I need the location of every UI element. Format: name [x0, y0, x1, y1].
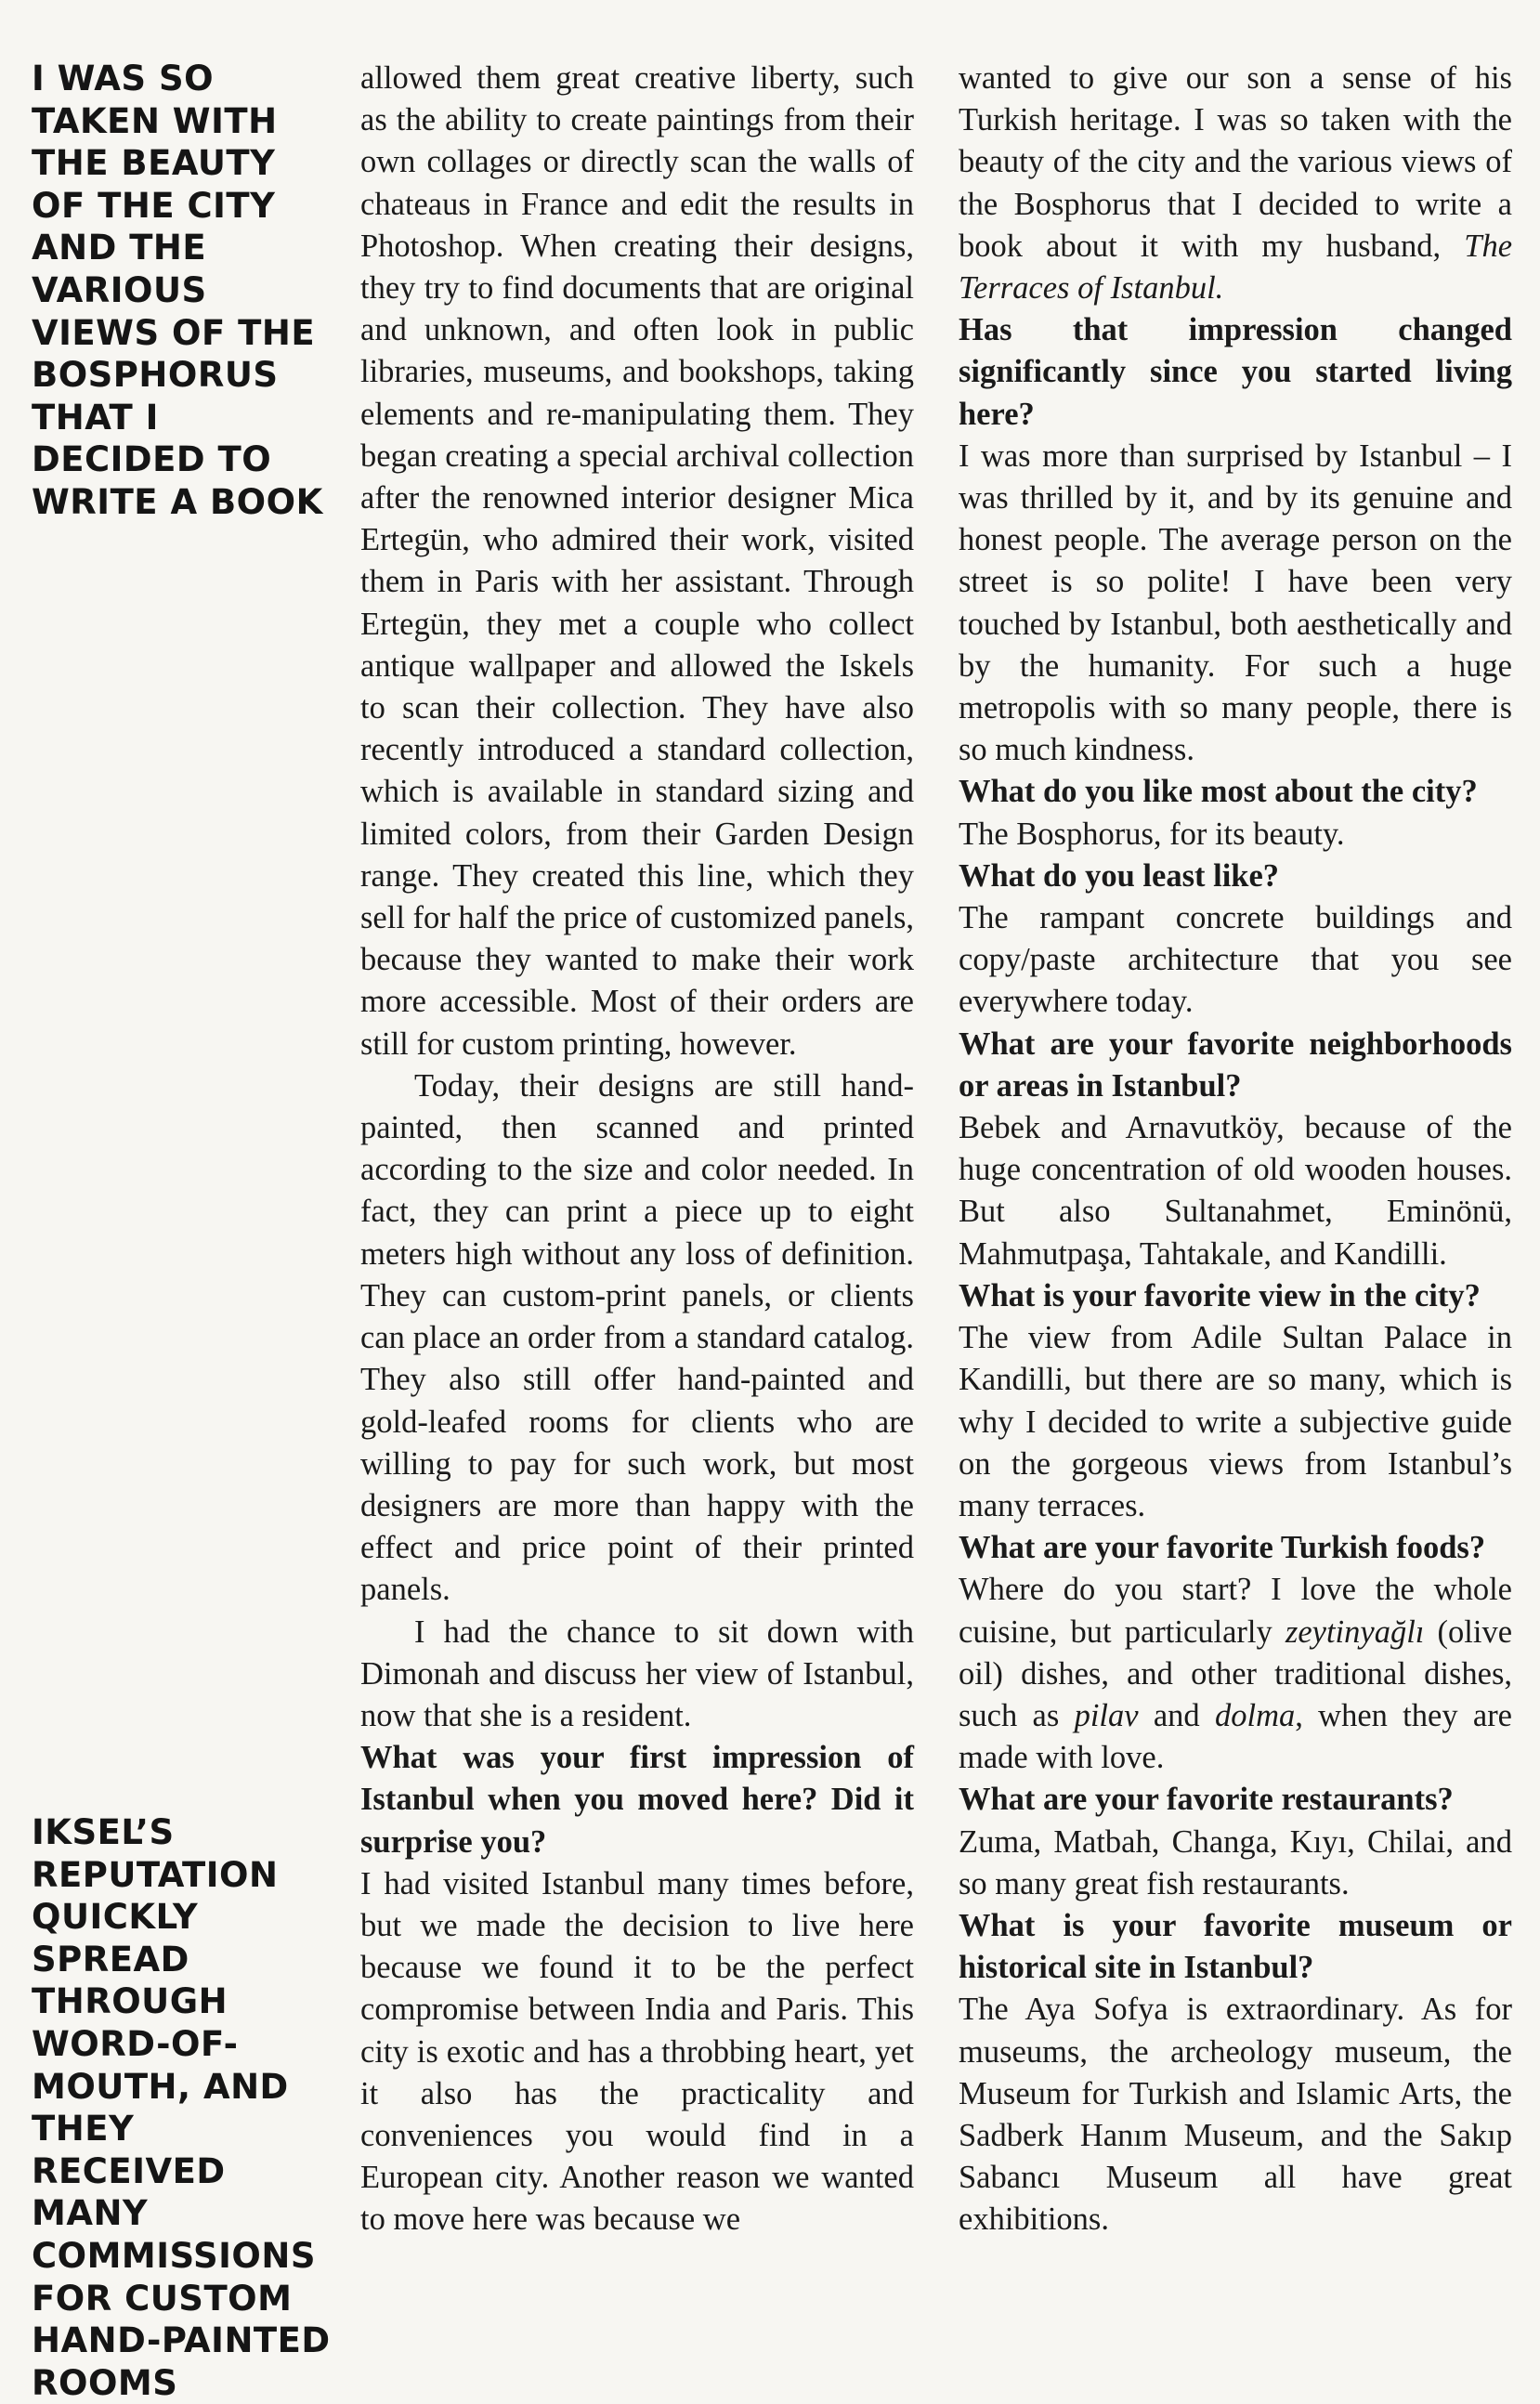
- answer-text: , when they are made with love.: [959, 1697, 1512, 1776]
- interview-question: What is your favorite museum or historical site in Istanbul?: [959, 1907, 1512, 1986]
- answer-text: and: [1153, 1697, 1200, 1733]
- food-term: zeytinyağlı: [1285, 1614, 1425, 1650]
- interview-question: What was your first impression of Istanbul when you moved here? Did it surprise you?: [360, 1740, 914, 1860]
- food-term: dolma: [1214, 1697, 1296, 1733]
- book-title: The Terraces of Istanbul.: [959, 228, 1513, 307]
- interview-answer: I had visited Istanbul many times before, but we made the decision to live here because we found it to be the perfect compromise between India and Paris. This city is exotic and has a throbbing heart, yet it also has the practicality and conveniences you would find in a European city. Another reason we wanted to move here was because we: [360, 1865, 914, 2238]
- interview-question: What are your favorite neighborhoods or areas in Istanbul?: [959, 1026, 1512, 1104]
- article-column-right: [959, 58, 1512, 2241]
- interview-answer: [959, 1569, 1512, 1779]
- interview-question: Has that impression changed significantly since you started living here?: [959, 312, 1512, 432]
- interview-question: What do you least like?: [959, 857, 1280, 894]
- interview-answer: [959, 58, 1512, 309]
- interview-answer: Zuma, Matbah, Changa, Kıyı, Chilai, and so many great fish restaurants.: [959, 1823, 1512, 1901]
- food-term: pilav: [1074, 1697, 1139, 1733]
- interview-answer: The Bosphorus, for its beauty.: [959, 816, 1345, 852]
- interview-answer: Bebek and Arnavutköy, because of the huge concentration of old wooden houses. But also Sultanahmet, Eminönü, Mahmutpaşa, Tahtakale, and Kandilli.: [959, 1110, 1512, 1272]
- interview-answer: The rampant concrete buildings and copy/paste architecture that you see everywhere today.: [959, 900, 1512, 1020]
- interview-question: What are your favorite restaurants?: [959, 1782, 1454, 1818]
- interview-answer: The view from Adile Sultan Palace in Kandilli, but there are so many, which is why I decided to write a subjective guide on the gorgeous views from Istanbul’s many terraces.: [959, 1320, 1512, 1523]
- paragraph: I had the chance to sit down with Dimonah and discuss her view of Istanbul, now that she is a resident.: [360, 1614, 914, 1733]
- answer-text: wanted to give our son a sense of his Turkish heritage. I was so taken with the beauty of the city and the various views of the Bosphorus that I decided to write a book about it with my husband,: [959, 60, 1512, 264]
- paragraph: Today, their designs are still hand-painted, then scanned and printed according to the size and color needed. In fact, they can print a piece up to eight meters high without any loss of definition. They can custom-print panels, or clients can place an order from a standard catalog. They also still offer hand-painted and gold-leafed rooms for clients who are willing to pay for such work, but most designers are more than happy with the effect and price point of their printed panels.: [360, 1067, 914, 1608]
- interview-question: What is your favorite view in the city?: [959, 1277, 1481, 1313]
- interview-question: What are your favorite Turkish foods?: [959, 1530, 1486, 1566]
- interview-answer: I was more than surprised by Istanbul – I was thrilled by it, and by its genuine and honest people. The average person on the street is so polite! I have been very touched by Istanbul, both aesthetically and by the humanity. For such a huge metropolis with so many people, there is so much kindness.: [959, 438, 1512, 768]
- pull-quote-top: I WAS SO TAKEN WITH THE BEAUTY OF THE CITY AND THE VARIOUS VIEWS OF THE BOSPHORUS THAT I DECIDED TO WRITE A BOOK: [32, 59, 323, 522]
- interview-answer: The Aya Sofya is extraordinary. As for museums, the archeology museum, the Museum for Turkish and Islamic Arts, the Sadberk Hanım Museum, and the Sakıp Sabancı Museum all have great exhibitions.: [959, 1992, 1512, 2238]
- article-column-middle: [360, 58, 914, 2241]
- pull-quote-bottom: IKSEL’S REPUTATION QUICKLY SPREAD THROUGH WORD-OF-MOUTH, AND THEY RECEIVED MANY COMMISSIONS FOR CUSTOM HAND-PAINTED ROOMS: [32, 1812, 331, 2403]
- answer-text: (olive oil) dishes, and other traditional dishes, such as: [959, 1614, 1513, 1733]
- interview-question: What do you like most about the city?: [959, 774, 1478, 810]
- answer-text: Where do you start? I love the whole cuisine, but particularly: [959, 1572, 1512, 1650]
- paragraph: allowed them great creative liberty, such as the ability to create paintings from their own collages or directly scan the walls of chateaus in France and edit the results in Photoshop. When creating their designs, they try to find documents that are original and unknown, and often look in public libraries, museums, and bookshops, taking elements and re-manipulating them. They began creating a special archival collection after the renowned interior designer Mica Ertegün, who admired their work, visited them in Paris with her assistant. Through Ertegün, they met a couple who collect antique wallpaper and allowed the Iskels to scan their collection. They have also recently introduced a standard collection, which is available in standard sizing and limited colors, from their Garden Design range. They created this line, which they sell for half the price of customized panels, because they wanted to make their work more accessible. Most of their orders are still for custom printing, however.: [360, 60, 914, 1062]
